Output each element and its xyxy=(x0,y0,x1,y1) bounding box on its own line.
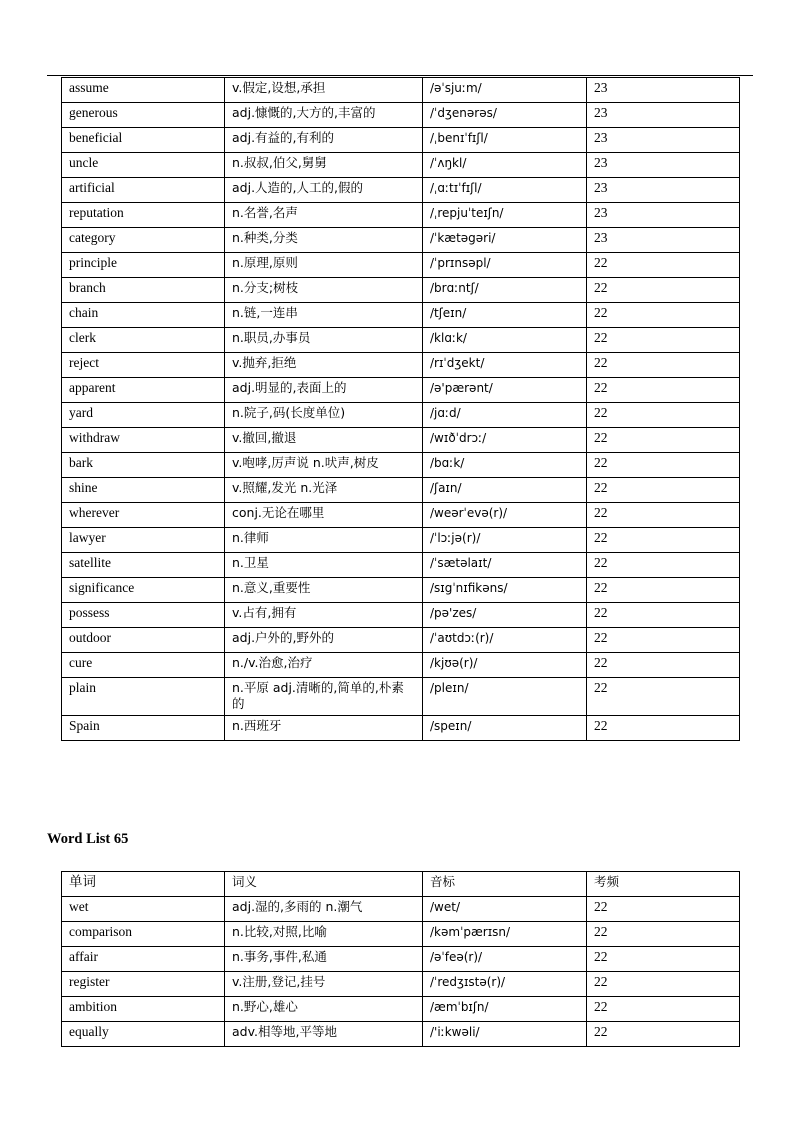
frequency-cell: 23 xyxy=(587,128,740,153)
meaning-cell: adj.湿的,多雨的 n.潮气 xyxy=(225,897,423,922)
meaning-cell: n.叔叔,伯父,舅舅 xyxy=(225,153,423,178)
word-cell: generous xyxy=(62,103,225,128)
vocabulary-table-64 xyxy=(61,77,740,741)
phonetic-cell: /tʃeɪn/ xyxy=(423,303,587,328)
table-row xyxy=(62,153,740,178)
meaning-cell: v.咆哮,厉声说 n.吠声,树皮 xyxy=(225,453,423,478)
frequency-cell: 22 xyxy=(587,628,740,653)
phonetic-cell: /kəmˈpærɪsn/ xyxy=(423,922,587,947)
word-cell: satellite xyxy=(62,553,225,578)
table-row xyxy=(62,578,740,603)
table-row xyxy=(62,603,740,628)
frequency-cell: 22 xyxy=(587,1022,740,1047)
table-row xyxy=(62,972,740,997)
meaning-cell: conj.无论在哪里 xyxy=(225,503,423,528)
frequency-cell: 22 xyxy=(587,972,740,997)
frequency-cell: 22 xyxy=(587,478,740,503)
meaning-cell: n.西班牙 xyxy=(225,716,423,741)
phonetic-cell: /ˌɑːtɪˈfɪʃl/ xyxy=(423,178,587,203)
table-row xyxy=(62,228,740,253)
phonetic-cell: /brɑːntʃ/ xyxy=(423,278,587,303)
phonetic-cell: /əˈfeə(r)/ xyxy=(423,947,587,972)
word-cell: significance xyxy=(62,578,225,603)
vocabulary-table-body xyxy=(62,897,740,1047)
meaning-cell: n.事务,事件,私通 xyxy=(225,947,423,972)
phonetic-cell: /æmˈbɪʃn/ xyxy=(423,997,587,1022)
meaning-cell: n.名誉,名声 xyxy=(225,203,423,228)
table-row xyxy=(62,997,740,1022)
frequency-cell: 22 xyxy=(587,428,740,453)
word-cell: clerk xyxy=(62,328,225,353)
meaning-cell: adj.户外的,野外的 xyxy=(225,628,423,653)
meaning-cell: n.平原 adj.清晰的,简单的,朴素的 xyxy=(225,678,423,716)
table-row xyxy=(62,103,740,128)
frequency-cell: 22 xyxy=(587,278,740,303)
phonetic-cell: /bɑːk/ xyxy=(423,453,587,478)
table-row xyxy=(62,678,740,716)
table-row xyxy=(62,78,740,103)
word-cell: artificial xyxy=(62,178,225,203)
phonetic-cell: /kjʊə(r)/ xyxy=(423,653,587,678)
frequency-cell: 22 xyxy=(587,553,740,578)
vocabulary-table-body xyxy=(62,78,740,741)
meaning-cell: adj.慷慨的,大方的,丰富的 xyxy=(225,103,423,128)
phonetic-cell: /ˈlɔːjə(r)/ xyxy=(423,528,587,553)
meaning-cell: v.撤回,撤退 xyxy=(225,428,423,453)
meaning-cell: v.假定,设想,承担 xyxy=(225,78,423,103)
header-word: 单词 xyxy=(62,872,225,897)
meaning-cell: n.律师 xyxy=(225,528,423,553)
word-cell: cure xyxy=(62,653,225,678)
word-cell: category xyxy=(62,228,225,253)
frequency-cell: 22 xyxy=(587,678,740,716)
phonetic-cell: /ˈsætəlaɪt/ xyxy=(423,553,587,578)
meaning-cell: adj.人造的,人工的,假的 xyxy=(225,178,423,203)
table-row xyxy=(62,378,740,403)
meaning-cell: n.职员,办事员 xyxy=(225,328,423,353)
word-cell: wherever xyxy=(62,503,225,528)
phonetic-cell: /ə'pærənt/ xyxy=(423,378,587,403)
word-cell: principle xyxy=(62,253,225,278)
table-header-row xyxy=(62,872,740,897)
word-cell: withdraw xyxy=(62,428,225,453)
table-row xyxy=(62,503,740,528)
frequency-cell: 22 xyxy=(587,503,740,528)
frequency-cell: 22 xyxy=(587,578,740,603)
word-cell: beneficial xyxy=(62,128,225,153)
table-row xyxy=(62,553,740,578)
phonetic-cell: /ˈkætəgəri/ xyxy=(423,228,587,253)
phonetic-cell: /ˈprɪnsəpl/ xyxy=(423,253,587,278)
word-cell: comparison xyxy=(62,922,225,947)
word-cell: wet xyxy=(62,897,225,922)
phonetic-cell: /ˌbenɪˈfɪʃl/ xyxy=(423,128,587,153)
meaning-cell: v.抛弃,拒绝 xyxy=(225,353,423,378)
word-cell: branch xyxy=(62,278,225,303)
word-cell: reputation xyxy=(62,203,225,228)
word-cell: Spain xyxy=(62,716,225,741)
frequency-cell: 22 xyxy=(587,603,740,628)
phonetic-cell: /ˈredʒɪstə(r)/ xyxy=(423,972,587,997)
header-meaning: 词义 xyxy=(225,872,423,897)
header-frequency: 考频 xyxy=(587,872,740,897)
table-row xyxy=(62,897,740,922)
frequency-cell: 22 xyxy=(587,253,740,278)
meaning-cell: n.原理,原则 xyxy=(225,253,423,278)
table-row xyxy=(62,403,740,428)
page-header-rule xyxy=(47,75,753,76)
meaning-cell: n.分支;树枝 xyxy=(225,278,423,303)
word-cell: uncle xyxy=(62,153,225,178)
meaning-cell: v.占有,拥有 xyxy=(225,603,423,628)
table-row xyxy=(62,528,740,553)
table-row xyxy=(62,203,740,228)
phonetic-cell: /əˈsjuːm/ xyxy=(423,78,587,103)
phonetic-cell: /wet/ xyxy=(423,897,587,922)
frequency-cell: 22 xyxy=(587,378,740,403)
phonetic-cell: /jɑːd/ xyxy=(423,403,587,428)
table-row xyxy=(62,947,740,972)
meaning-cell: n.卫星 xyxy=(225,553,423,578)
phonetic-cell: /ˌrepjuˈteɪʃn/ xyxy=(423,203,587,228)
word-cell: apparent xyxy=(62,378,225,403)
frequency-cell: 22 xyxy=(587,528,740,553)
frequency-cell: 22 xyxy=(587,453,740,478)
meaning-cell: n.比较,对照,比喻 xyxy=(225,922,423,947)
word-cell: yard xyxy=(62,403,225,428)
table-row xyxy=(62,628,740,653)
table-row xyxy=(62,303,740,328)
phonetic-cell: /klɑːk/ xyxy=(423,328,587,353)
word-cell: equally xyxy=(62,1022,225,1047)
frequency-cell: 23 xyxy=(587,178,740,203)
header-phonetic: 音标 xyxy=(423,872,587,897)
meaning-cell: n.链,一连串 xyxy=(225,303,423,328)
table-row xyxy=(62,716,740,741)
word-cell: reject xyxy=(62,353,225,378)
frequency-cell: 22 xyxy=(587,997,740,1022)
meaning-cell: n.种类,分类 xyxy=(225,228,423,253)
table-row xyxy=(62,128,740,153)
frequency-cell: 22 xyxy=(587,947,740,972)
table-row xyxy=(62,278,740,303)
frequency-cell: 22 xyxy=(587,897,740,922)
frequency-cell: 22 xyxy=(587,716,740,741)
table-row xyxy=(62,253,740,278)
word-cell: chain xyxy=(62,303,225,328)
phonetic-cell: /sɪgˈnɪfikəns/ xyxy=(423,578,587,603)
section-heading: Word List 65 xyxy=(47,831,129,847)
table-row xyxy=(62,478,740,503)
word-cell: shine xyxy=(62,478,225,503)
meaning-cell: v.照耀,发光 n.光泽 xyxy=(225,478,423,503)
word-cell: possess xyxy=(62,603,225,628)
phonetic-cell: /ʃaɪn/ xyxy=(423,478,587,503)
meaning-cell: n./v.治愈,治疗 xyxy=(225,653,423,678)
phonetic-cell: /'iːkwəli/ xyxy=(423,1022,587,1047)
frequency-cell: 22 xyxy=(587,353,740,378)
phonetic-cell: /ˈdʒenərəs/ xyxy=(423,103,587,128)
table-row xyxy=(62,653,740,678)
meaning-cell: adv.相等地,平等地 xyxy=(225,1022,423,1047)
meaning-cell: n.意义,重要性 xyxy=(225,578,423,603)
meaning-cell: n.院子,码(长度单位) xyxy=(225,403,423,428)
phonetic-cell: /pleɪn/ xyxy=(423,678,587,716)
table-row xyxy=(62,453,740,478)
frequency-cell: 23 xyxy=(587,203,740,228)
table-row xyxy=(62,328,740,353)
meaning-cell: adj.有益的,有利的 xyxy=(225,128,423,153)
word-cell: ambition xyxy=(62,997,225,1022)
meaning-cell: v.注册,登记,挂号 xyxy=(225,972,423,997)
frequency-cell: 23 xyxy=(587,153,740,178)
word-cell: affair xyxy=(62,947,225,972)
table-row xyxy=(62,178,740,203)
frequency-cell: 22 xyxy=(587,303,740,328)
frequency-cell: 22 xyxy=(587,922,740,947)
phonetic-cell: /rɪˈdʒekt/ xyxy=(423,353,587,378)
word-cell: outdoor xyxy=(62,628,225,653)
table-row xyxy=(62,428,740,453)
phonetic-cell: /weərˈevə(r)/ xyxy=(423,503,587,528)
word-cell: lawyer xyxy=(62,528,225,553)
phonetic-cell: /wɪðˈdrɔː/ xyxy=(423,428,587,453)
phonetic-cell: /ˈʌŋkl/ xyxy=(423,153,587,178)
frequency-cell: 23 xyxy=(587,103,740,128)
table-row xyxy=(62,353,740,378)
word-cell: register xyxy=(62,972,225,997)
frequency-cell: 22 xyxy=(587,328,740,353)
phonetic-cell: /ˈaʊtdɔː(r)/ xyxy=(423,628,587,653)
table-row xyxy=(62,922,740,947)
table-row xyxy=(62,1022,740,1047)
frequency-cell: 23 xyxy=(587,228,740,253)
word-cell: bark xyxy=(62,453,225,478)
vocabulary-table-65 xyxy=(61,871,740,1047)
word-cell: assume xyxy=(62,78,225,103)
frequency-cell: 22 xyxy=(587,403,740,428)
phonetic-cell: /pə'zes/ xyxy=(423,603,587,628)
frequency-cell: 22 xyxy=(587,653,740,678)
meaning-cell: n.野心,雄心 xyxy=(225,997,423,1022)
frequency-cell: 23 xyxy=(587,78,740,103)
word-cell: plain xyxy=(62,678,225,716)
phonetic-cell: /speɪn/ xyxy=(423,716,587,741)
meaning-cell: adj.明显的,表面上的 xyxy=(225,378,423,403)
